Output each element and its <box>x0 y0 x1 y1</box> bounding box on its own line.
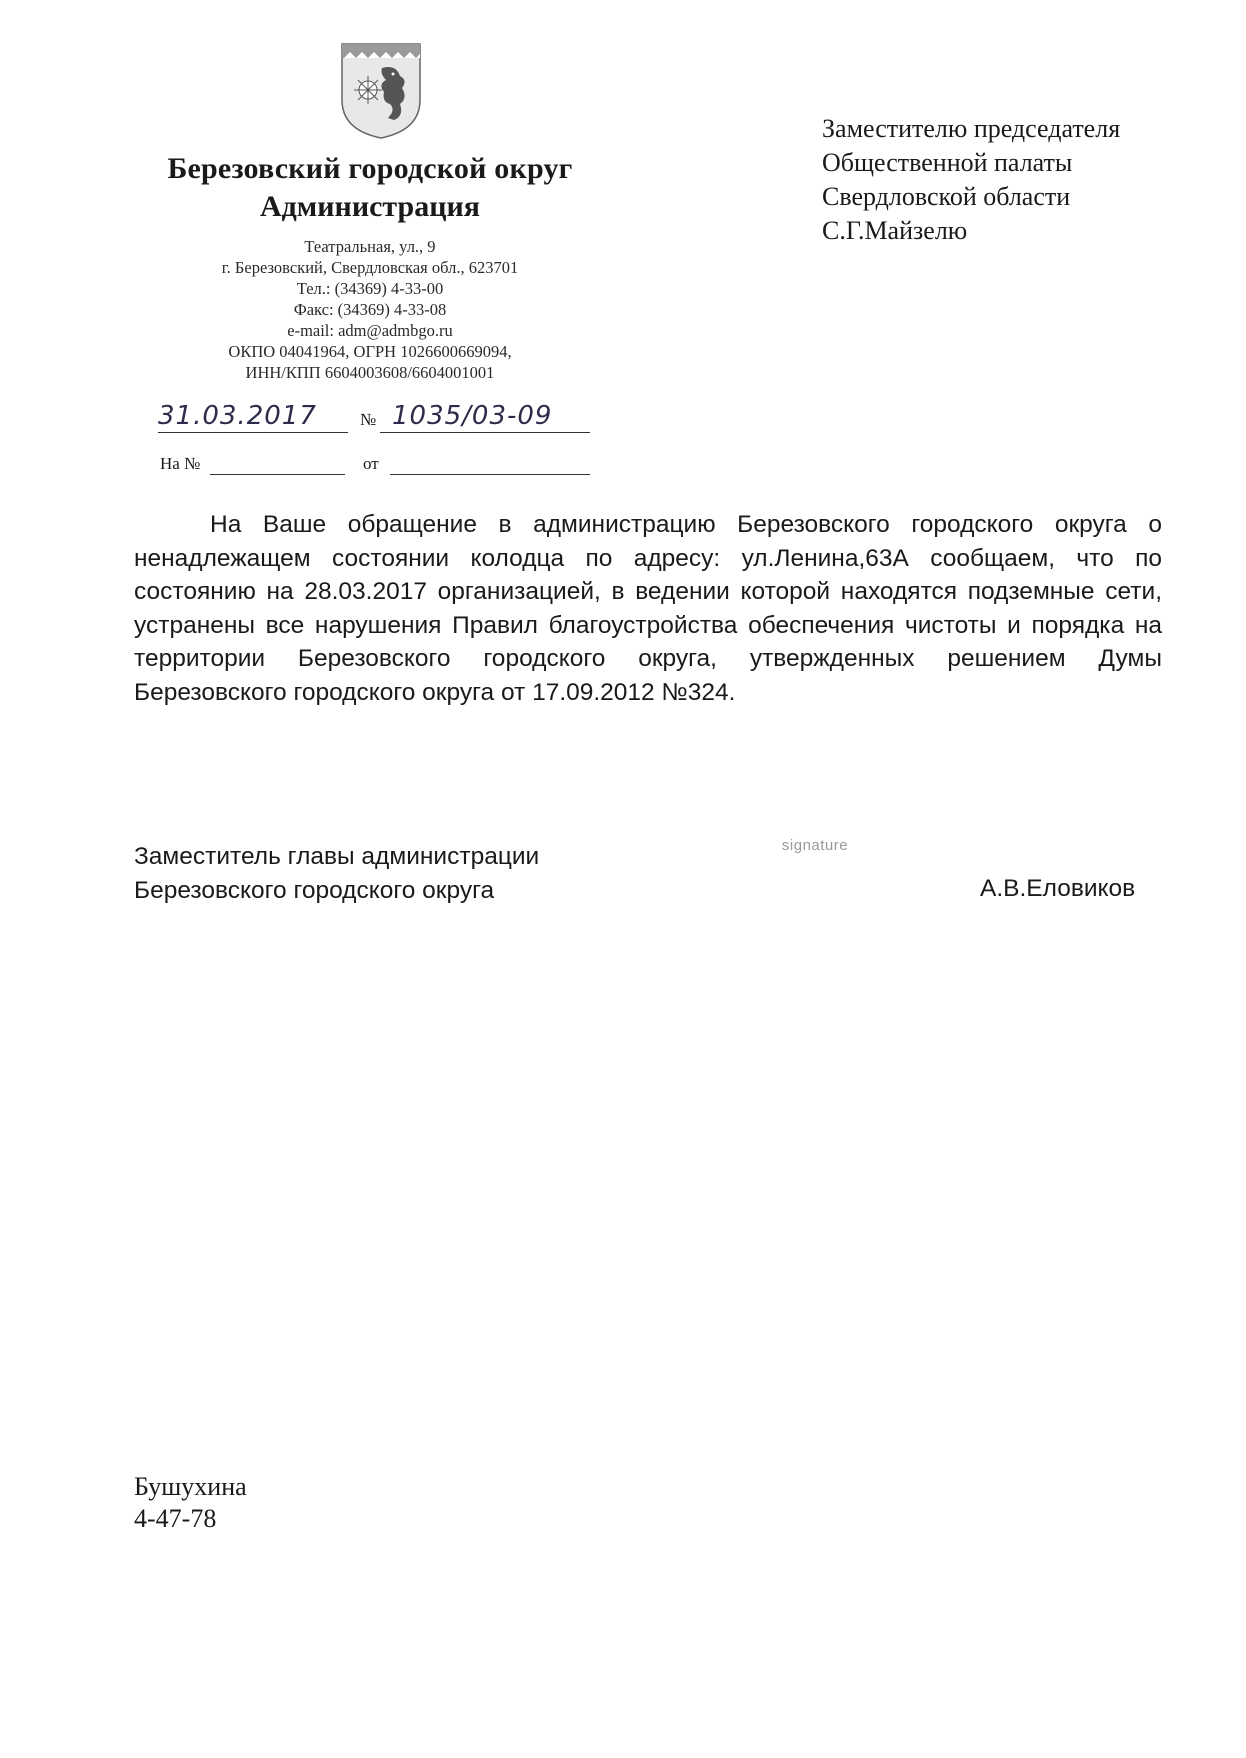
organization-subtitle: Администрация <box>259 190 481 223</box>
contact-line: ИНН/КПП 6604003608/6604001001 <box>245 363 495 382</box>
reference-number-label: На № <box>160 454 201 473</box>
contact-line: Театральная, ул., 9 <box>304 237 436 256</box>
contact-details <box>130 236 610 383</box>
reference-date-label: от <box>363 454 379 473</box>
organization-name: Березовский городской округ <box>167 152 573 185</box>
registration-line <box>150 400 590 436</box>
addressee-line: Свердловской области <box>822 182 1071 211</box>
addressee-block <box>822 112 1120 248</box>
signature-placeholder-label: signature <box>781 836 849 854</box>
contact-line: e-mail: adm@admbgo.ru <box>287 321 453 340</box>
letterhead <box>130 150 610 383</box>
addressee-line: Заместителю председателя <box>822 114 1121 143</box>
registration-number-label: № <box>360 410 377 429</box>
reference-line <box>160 454 600 480</box>
executor-block <box>134 1471 247 1535</box>
signatory-title-line: Березовского городского округа <box>134 877 495 904</box>
addressee-line: Общественной палаты <box>822 148 1073 177</box>
registration-number: 1035/03-09 <box>380 400 590 433</box>
executor-phone: 4-47-78 <box>134 1504 217 1533</box>
reference-date-field <box>390 474 590 475</box>
contact-line: Тел.: (34369) 4-33-00 <box>296 279 444 298</box>
addressee-line: С.Г.Майзелю <box>822 216 968 245</box>
contact-line: г. Березовский, Свердловская обл., 623701 <box>221 258 519 277</box>
coat-of-arms-icon <box>338 40 424 140</box>
reference-number-field <box>210 474 345 475</box>
signatory-title <box>134 840 539 908</box>
signature-placeholder <box>715 770 915 920</box>
signatory-name: А.В.Еловиков <box>980 875 1136 902</box>
letter-body: На Ваше обращение в администрацию Березовского городского округа о ненадлежащем состоянии колодца по адресу: ул.Ленина,63А сообщаем, что по состоянию на 28.03.2017 организацией, в ведении которой находятся подземные сети, устранены все нарушения Правил благоустройства обеспечения чистоты и порядка на территории Березовского городского округа, утвержденных решением Думы Березовского городского округа от 17.09.2012 №324. <box>134 511 1162 706</box>
registration-date: 31.03.2017 <box>158 400 348 433</box>
executor-name: Бушухина <box>134 1472 247 1501</box>
contact-line: ОКПО 04041964, ОГРН 1026600669094, <box>228 342 512 361</box>
signatory-title-line: Заместитель главы администрации <box>134 843 540 870</box>
contact-line: Факс: (34369) 4-33-08 <box>293 300 447 319</box>
